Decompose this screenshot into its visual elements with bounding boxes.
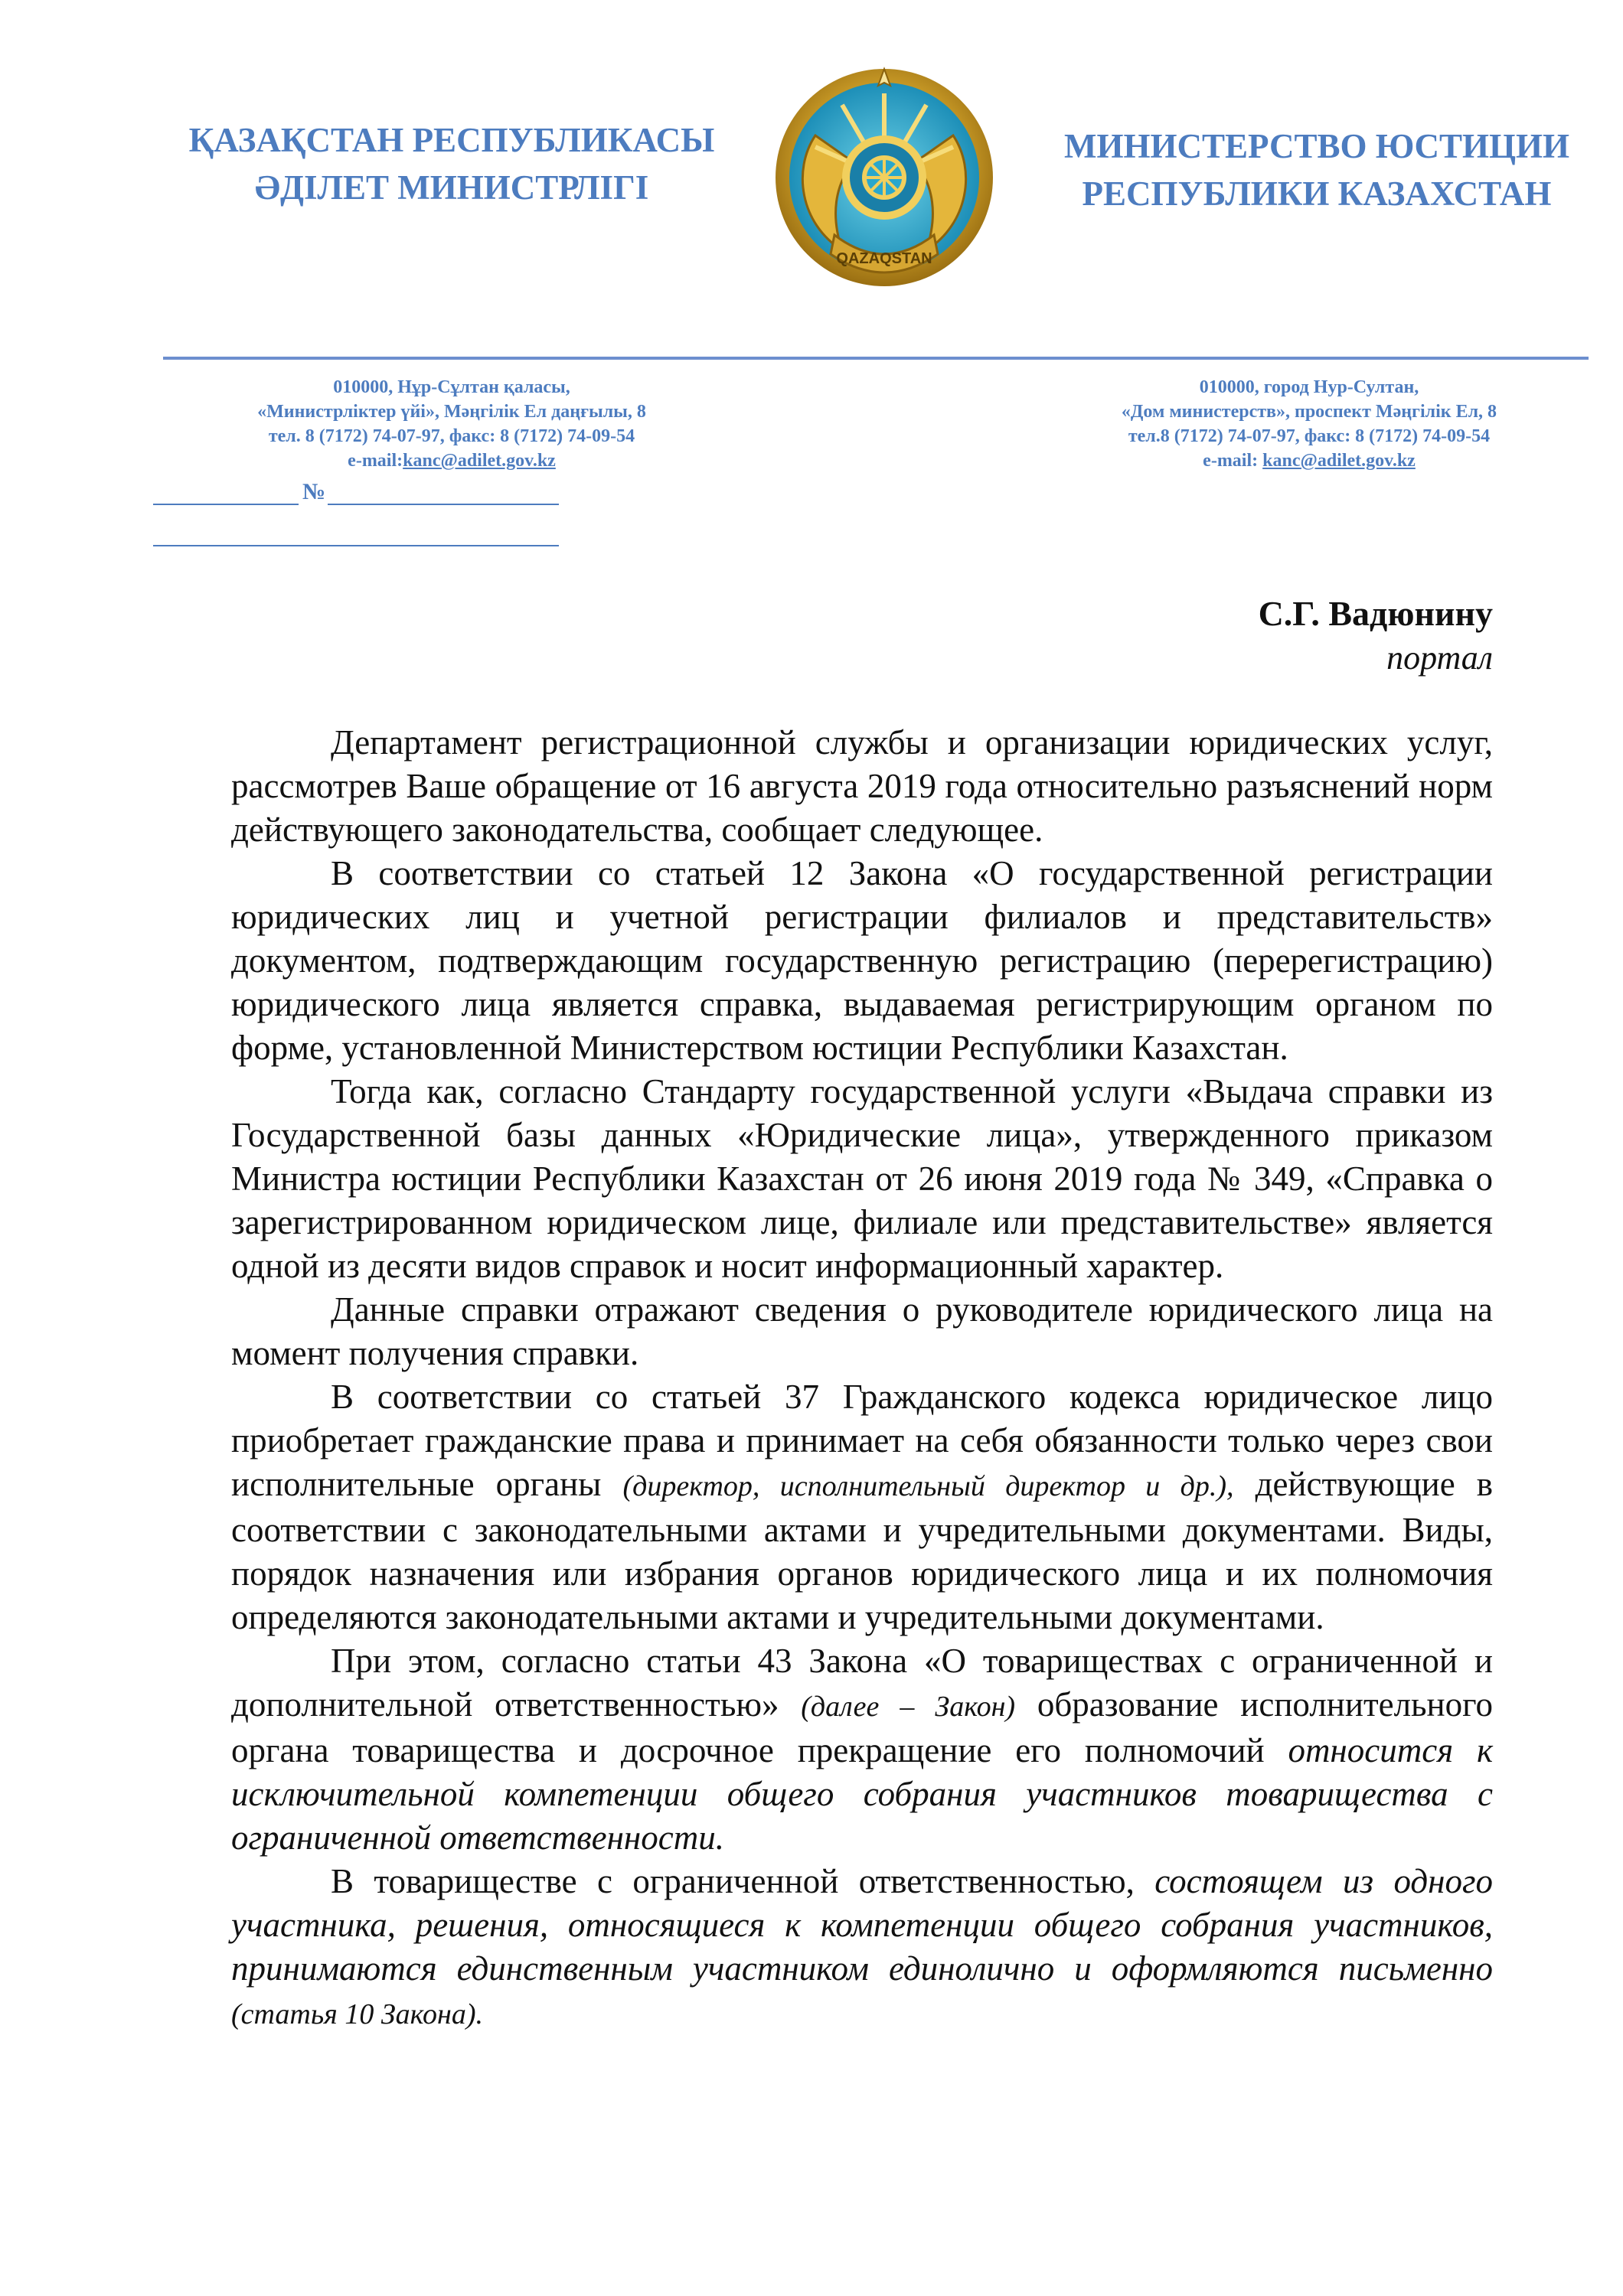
body-paragraph-3: Тогда как, согласно Стандарту государственной услуги «Выдача справки из Государственной базы данных «Юридические лица», утвержденного приказом Министра юстиции Республики Казахстан от 26 июня 2019 года № 349, «Справка о зарегистрированном юридическом лице, филиале или представительстве» является одной из десяти видов справок и носит информационный характер. — [231, 1072, 1493, 1285]
address-ru-line: 010000, город Нур-Султан, — [1199, 377, 1419, 397]
email-link-kz[interactable]: kanc@adilet.gov.kz — [403, 451, 556, 471]
address-kz-line: 010000, Нұр-Сұлтан қаласы, — [333, 377, 570, 397]
emblem-lettering: QAZAQSTAN — [836, 250, 932, 267]
paragraph-italic-text: состоящем из одного участника, решения, относящиеся к компетенции общего собрания участников, принимаются единственным участником единолично и оформляются письменно — [231, 1862, 1493, 1988]
email-label: e-mail: — [1203, 451, 1263, 471]
paragraph-italic-note: (статья 10 Закона). — [231, 1998, 483, 2030]
org-name-kz — [145, 116, 758, 211]
address-ru-line: «Дом министерств», проспект Мәңгілік Ел, 8 — [1121, 402, 1497, 422]
reg-date-blank — [153, 504, 299, 505]
state-emblem-icon — [769, 63, 999, 300]
addressee-block — [1259, 591, 1493, 680]
address-ru-line: тел.8 (7172) 74-07-97, факс: 8 (7172) 74-09-54 — [1128, 426, 1491, 446]
body-paragraph-1: Департамент регистрационной службы и организации юридических услуг, рассмотрев Ваше обращение от 16 августа 2019 года относительно разъяснений норм действующего законодательства, сообщает следующее. — [231, 723, 1493, 849]
email-link-ru[interactable]: kanc@adilet.gov.kz — [1262, 451, 1416, 471]
org-name-ru-line: МИНИСТЕРСТВО ЮСТИЦИИ — [1063, 127, 1569, 165]
body-paragraph-6 — [231, 1639, 1493, 1860]
paragraph-text: В соответствии со статьей 37 Гражданского кодекса юридическое лицо приобретает гражданские права и принимает на себя обязанности только через свои исполнительные органы — [231, 1378, 1493, 1503]
address-kz — [184, 375, 720, 473]
body-paragraph-7 — [231, 1860, 1493, 2037]
paragraph-text: образование исполнительного органа товарищества и досрочное прекращение его полномочий — [231, 1685, 1493, 1769]
address-kz-email-line — [184, 448, 720, 473]
reg-number-blank — [328, 504, 559, 505]
letter-body — [231, 721, 1493, 2037]
addressee-name: С.Г. Вадюнину — [1258, 594, 1493, 633]
address-ru-email-line — [1041, 448, 1577, 473]
paragraph-text: При этом, согласно статьи 43 Закона «О товариществах с ограниченной и дополнительной ответственностью» — [231, 1642, 1493, 1724]
reg-reference-blank — [153, 545, 559, 546]
address-ru — [1041, 375, 1577, 473]
org-name-ru — [1026, 122, 1608, 217]
body-paragraph-5 — [231, 1375, 1493, 1639]
paragraph-text: В товариществе с ограниченной ответственностью, — [331, 1862, 1155, 1900]
addressee-note: портал — [1386, 639, 1493, 677]
paragraph-italic-note: (директор, исполнительный директор и др.), — [622, 1470, 1234, 1502]
body-paragraph-2: В соответствии со статьей 12 Закона «О государственной регистрации юридических лиц и учетной регистрации филиалов и представительств» документом, подтверждающим государственную регистрацию (перерегистрацию) юридического лица является справка, выдаваемая регистрирующим органом по форме, установленной Министерством юстиции Республики Казахстан. — [231, 854, 1493, 1067]
address-kz-line: тел. 8 (7172) 74-07-97, факс: 8 (7172) 74-09-54 — [268, 426, 635, 446]
body-paragraph-4: Данные справки отражают сведения о руководителе юридического лица на момент получения справки. — [231, 1290, 1493, 1372]
paragraph-italic-note: (далее – Закон) — [801, 1691, 1016, 1723]
reg-number-sign: № — [302, 479, 326, 504]
address-kz-line: «Министрліктер үйі», Мәңгілік Ел даңғылы, 8 — [257, 402, 646, 422]
email-label: e-mail: — [348, 451, 403, 471]
paragraph-text: действующие в соответствии с законодательными актами и учредительными документами. Виды, порядок назначения или избрания органов юридического лица и их полномочия определяются законодательными актами и учредительными документами. — [231, 1465, 1493, 1636]
paragraph-italic-text: относится к исключительной компетенции общего собрания участников товарищества с ограниченной ответственности. — [231, 1731, 1493, 1857]
org-name-kz-line: ҚАЗАҚСТАН РЕСПУБЛИКАСЫ — [188, 121, 715, 159]
org-name-ru-line: РЕСПУБЛИКИ КАЗАХСТАН — [1082, 174, 1552, 213]
header-divider — [163, 357, 1589, 360]
org-name-kz-line: ӘДІЛЕТ МИНИСТРЛІГІ — [254, 168, 649, 207]
